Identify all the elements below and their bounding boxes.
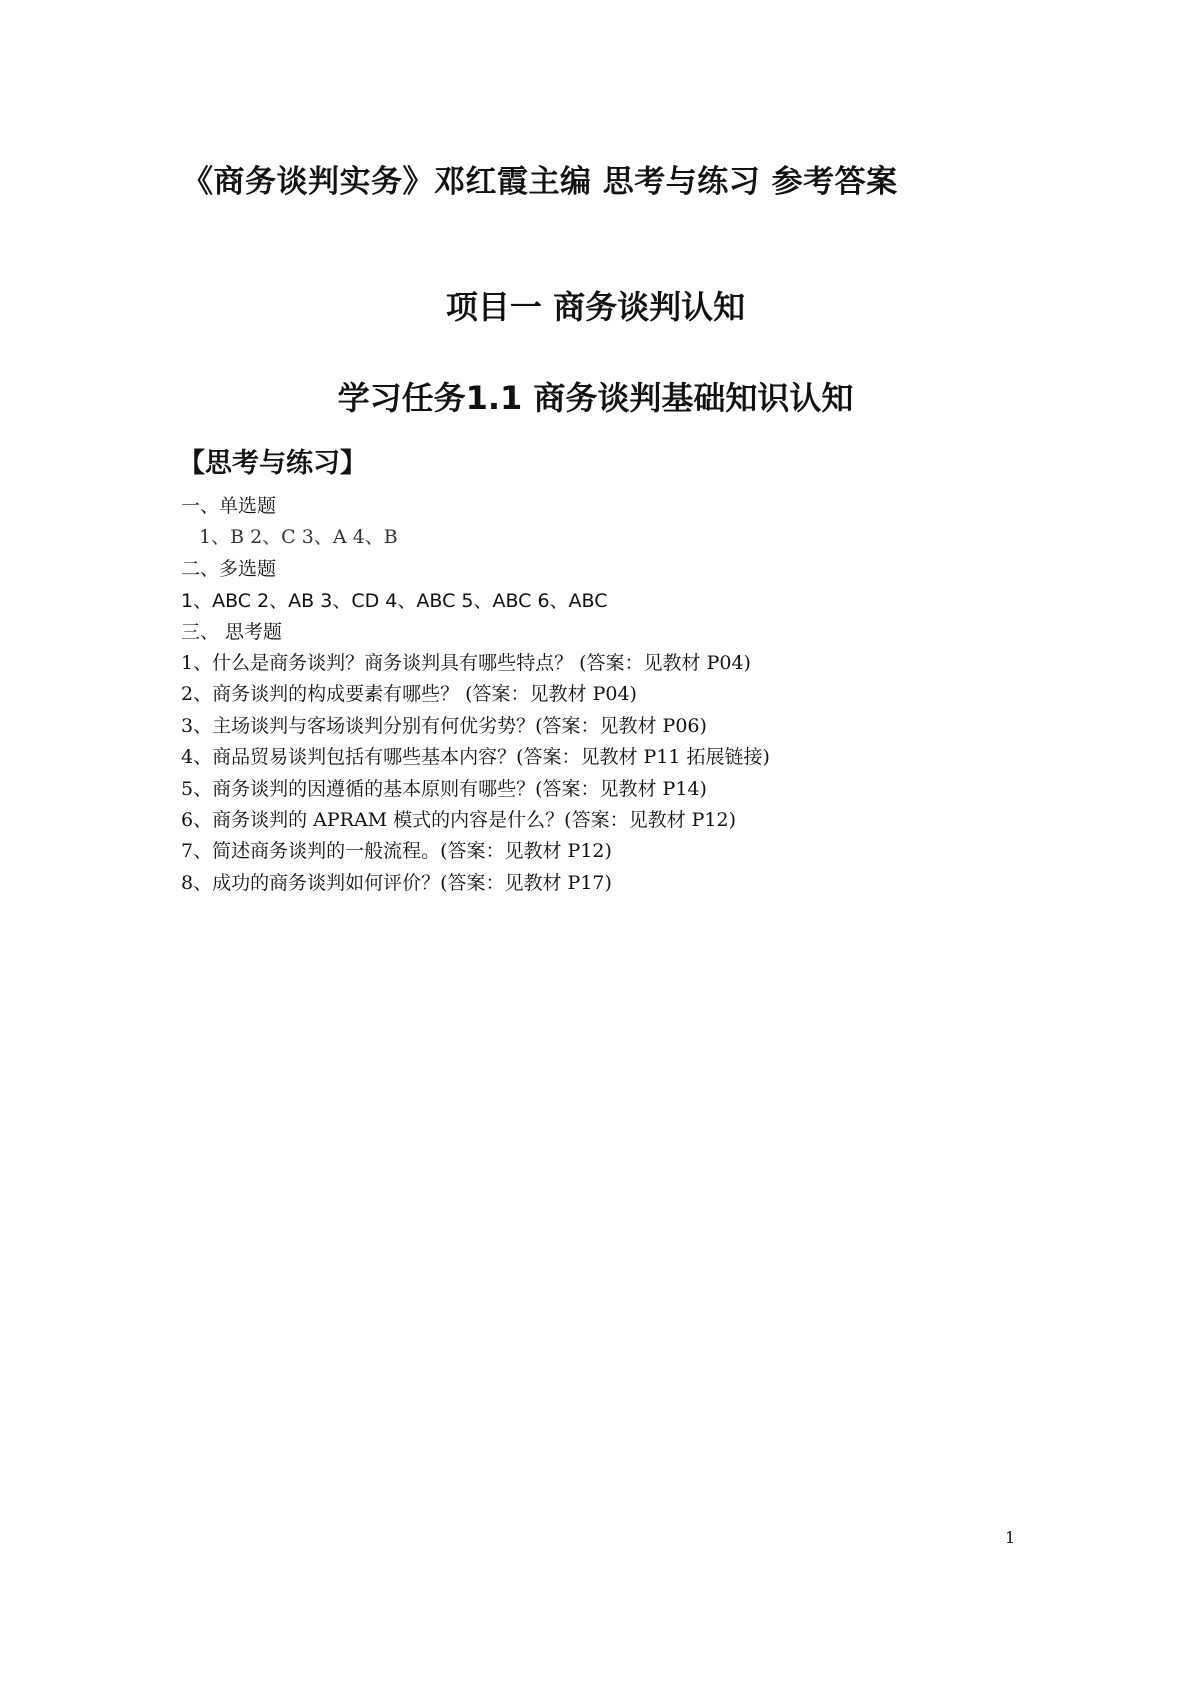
thinking-question: 3、主场谈判与客场谈判分别有何优劣势？(答案：见教材 P06): [181, 715, 707, 737]
thinking-question: 5、商务谈判的因遵循的基本原则有哪些？(答案：见教材 P14): [181, 778, 707, 800]
multiple-choice-heading: 二、多选题: [181, 558, 277, 580]
thinking-question: 4、商品贸易谈判包括有哪些基本内容？(答案：见教材 P11 拓展链接): [181, 746, 770, 768]
multiple-choice-answers: 1、ABC 2、AB 3、CD 4、ABC 5、ABC 6、ABC: [181, 590, 608, 612]
thinking-question: 2、商务谈判的构成要素有哪些？ (答案：见教材 P04): [181, 683, 637, 705]
single-choice-heading: 一、单选题: [181, 495, 277, 517]
single-choice-answers: 1、B 2、C 3、A 4、B: [199, 526, 398, 548]
project-title: 项目一 商务谈判认知: [445, 288, 746, 326]
task-title: 学习任务1.1 商务谈判基础知识认知: [337, 379, 854, 417]
thinking-question: 6、商务谈判的 APRAM 模式的内容是什么？(答案：见教材 P12): [181, 809, 736, 831]
page-number: 1: [1005, 1528, 1016, 1547]
thinking-question: 7、简述商务谈判的一般流程。(答案：见教材 P12): [181, 840, 612, 862]
thinking-heading: 三、 思考题: [181, 621, 283, 643]
thinking-question: 1、什么是商务谈判？商务谈判具有哪些特点？ (答案：见教材 P04): [181, 652, 751, 674]
thinking-question: 8、成功的商务谈判如何评价？(答案：见教材 P17): [181, 872, 612, 894]
section-heading: 【思考与练习】: [178, 448, 367, 479]
document-title: 《商务谈判实务》邓红霞主编 思考与练习 参考答案: [182, 164, 898, 200]
